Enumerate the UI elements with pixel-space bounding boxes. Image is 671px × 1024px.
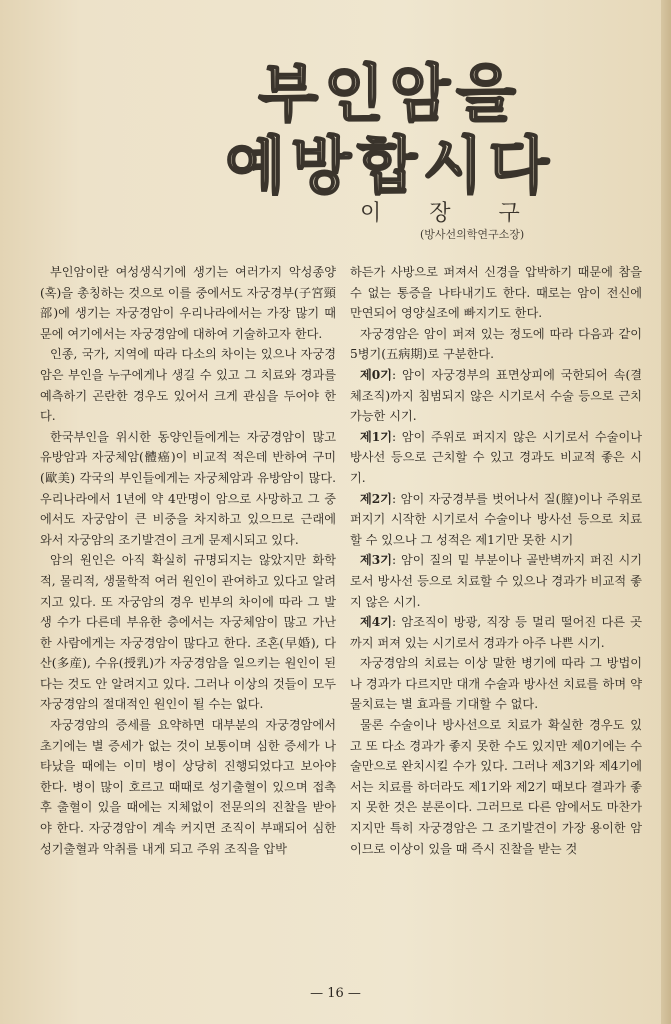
article-title	[190, 58, 590, 202]
author-name: 이장구	[360, 201, 568, 226]
left-column	[40, 262, 336, 859]
stage-label: 제2기	[360, 491, 393, 506]
stage-label: 제0기	[360, 367, 393, 382]
page-number: — 16 —	[310, 986, 361, 1001]
paragraph: 자궁경암은 암이 퍼져 있는 정도에 따라 다음과 같이 5병기(五病期)로 구분한다.	[350, 326, 642, 362]
paragraph: 하든가 사방으로 퍼져서 신경을 압박하기 때문에 참을 수 없는 통증을 나타내기도 한다. 때로는 암이 전신에 만연되어 영양실조에 빠지기도 한다.	[350, 265, 642, 321]
stage-label: 제4기	[360, 615, 393, 630]
stage-2-paragraph: 제2기: 암이 자궁경부를 벗어나서 질(膣)이나 주위로 퍼지기 시작한 시기로서 수술이나 방사선 등으로 치료할 수 있으나 그 성적은 제1기만 못한 시기	[350, 491, 642, 547]
stage-3-paragraph: 제3기: 암이 질의 밑 부분이나 골반벽까지 퍼진 시기로서 방사선 등으로 치료할 수 있으나 경과가 비교적 좋지 않은 시기.	[350, 553, 642, 609]
title-line-1: 부인암을	[258, 57, 522, 130]
stage-0-paragraph: 제0기: 암이 자궁경부의 표면상피에 국한되어 속(결체조직)까지 침범되지 않은 시기로서 수술 등으로 근치 가능한 시기.	[350, 367, 642, 424]
stage-1-paragraph: 제1기: 암이 주위로 퍼지지 않은 시기로서 수술이나 방사선 등으로 근치할 수 있고 경과도 비교적 좋은 시기.	[350, 429, 642, 485]
paragraph: 자궁경암의 치료는 이상 말한 병기에 따라 그 방법이나 경과가 다르지만 대개 수술과 방사선 치료를 하며 약물치료는 별 효과를 기대할 수 없다.	[350, 656, 642, 712]
right-column	[350, 262, 642, 859]
page-edge	[661, 0, 671, 1024]
paragraph: 자궁경암의 증세를 요약하면 대부분의 자궁경암에서 초기에는 별 증세가 없는 것이 보통이며 심한 증세가 나타났을 때에는 이미 병이 상당히 진행되었다고 보아야 한다. 병이 많이 호르고 때때로 성기출혈이 있으며 접촉 후 출혈이 있을 때에는 지체없이 전문의의 진찰을 받아야 한다. 자궁경암이 계속 커지면 조직이 부패되어 심한 성기출혈과 악취를 내게 되고 주위 조직을 압박	[40, 718, 336, 856]
paragraph: 한국부인을 위시한 동양인들에게는 자궁경암이 많고 유방암과 자궁체암(體癌)이 비교적 적은데 반하여 구미(歐美) 각국의 부인들에게는 자궁체암과 유방암이 많다. 우리나라에서 1년에 약 4만명이 암으로 사망하고 그 중에서도 자궁암이 큰 비중을 차지하고 있으므로 근래에 와서 자궁암의 조기발견이 크게 문제시되고 있다.	[40, 429, 336, 547]
stage-label: 제3기	[360, 553, 393, 568]
paragraph: 인종, 국가, 지역에 따라 다소의 차이는 있으나 자궁경암은 부인을 누구에게나 생길 수 있고 그 치료와 경과를 예측하기 곤란한 경우도 있어서 크게 관심을 두어야 한다.	[40, 347, 336, 424]
paragraph: 물론 수술이나 방사선으로 치료가 확실한 경우도 있고 또 다소 경과가 좋지 못한 수도 있지만 제0기에는 수술만으로 완치시킬 수가 있다. 그러나 제3기와 제4기에서는 치료를 하더라도 제1기와 제2기 때보다 결과가 좋지 못한 것은 분론이다. 그러므로 다른 암에서도 마찬가지지만 특히 자궁경암은 그 조기발견이 가장 용이한 암이므로 이상이 있을 때 즉시 진찰을 받는 것	[350, 718, 642, 856]
title-line-2: 예방합시다	[225, 129, 555, 202]
author-affiliation: (방사선의학연구소장)	[420, 228, 525, 241]
paragraph: 암의 원인은 아직 확실히 규명되지는 않았지만 화학적, 물리적, 생물학적 여러 원인이 관여하고 있다고 알려지고 있다. 또 자궁암의 경우 빈부의 차이에 따라 그 발생 수가 다른데 부유한 층에서는 자궁체암이 많고 가난한 사람에게는 자궁경암이 많다고 한다. 조혼(早婚), 다산(多産), 수유(授乳)가 자궁경암을 일으키는 원인이 된다는 것도 안 알려지고 있다. 그러나 이상의 것들이 모두 자궁경암의 절대적인 원인이 될 수는 없다.	[40, 553, 336, 712]
stage-4-paragraph: 제4기: 암조직이 방광, 직장 등 멀리 떨어진 다른 곳까지 퍼져 있는 시기로서 경과가 아주 나쁜 시기.	[350, 615, 642, 650]
stage-label: 제1기	[360, 429, 393, 444]
paragraph: 부인암이란 여성생식기에 생기는 여러가지 악성종양(혹)을 총칭하는 것으로 이를 중에서도 자궁경부(子宮頸部)에 생기는 자궁경암이 우리나라에서는 가장 많기 때문에 여기에서는 자궁경암에 대하여 기술하고자 한다.	[40, 265, 336, 341]
